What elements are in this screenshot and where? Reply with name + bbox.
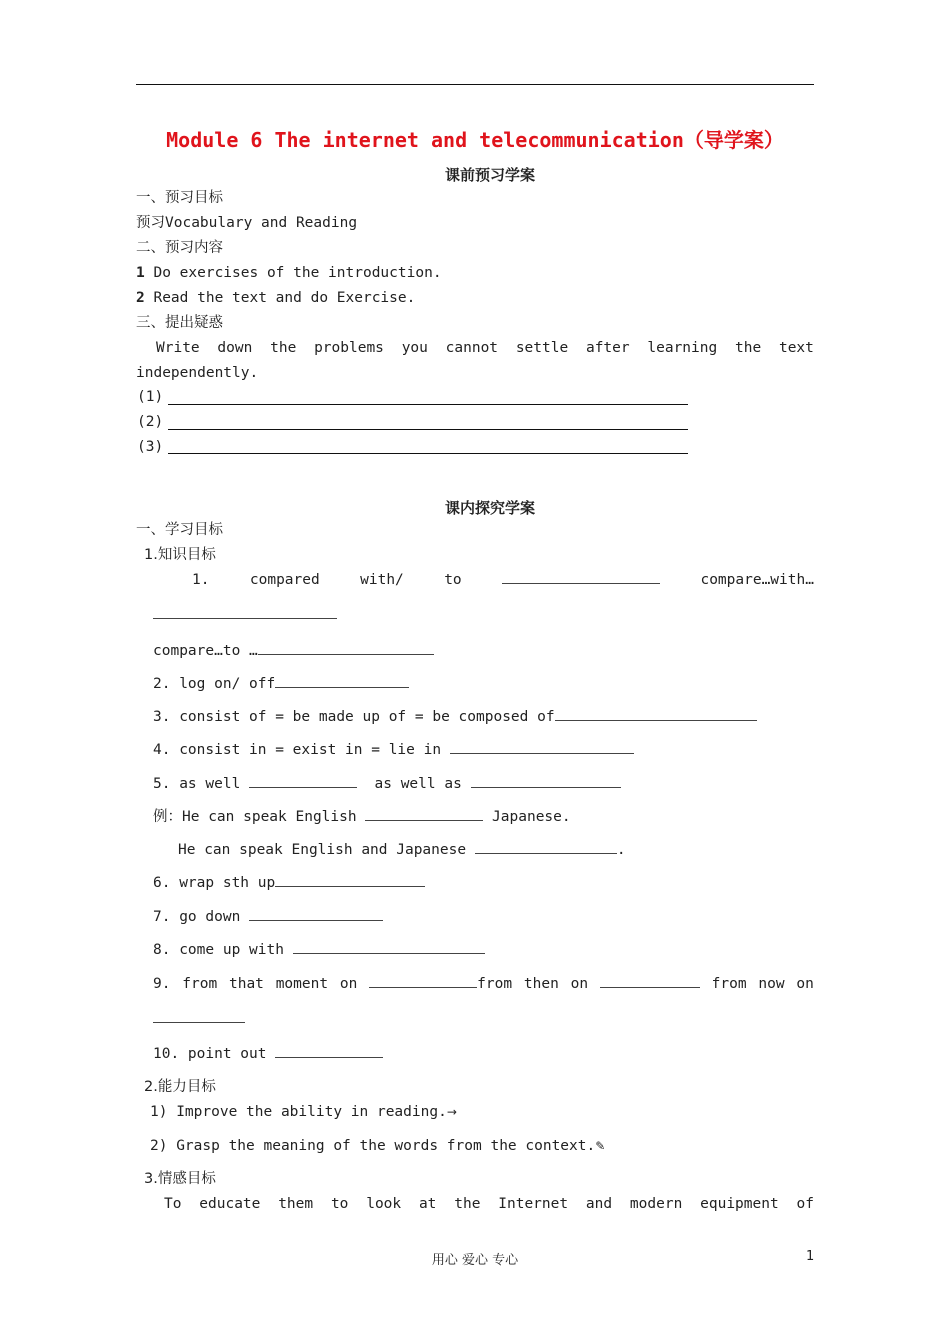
knowledge-item-5: 5. as well as well as: [153, 775, 621, 793]
blank-label-1: (1): [137, 389, 164, 405]
preview-content-heading: 二、预习内容: [136, 240, 223, 256]
page-number: 1: [806, 1249, 815, 1264]
preview-goal-heading: 一、预习目标: [136, 190, 223, 206]
ability-goals-heading: 2.能力目标: [144, 1079, 216, 1095]
knowledge-item-4: 4. consist in = exist in = lie in: [153, 741, 634, 759]
knowledge-item-3: 3. consist of = be made up of = be composed of: [153, 708, 757, 726]
answer-blank-2[interactable]: [168, 429, 688, 430]
knowledge-item-1-cont: [153, 606, 337, 624]
fill-blank[interactable]: [153, 1010, 245, 1023]
fill-blank[interactable]: [600, 975, 700, 988]
fill-blank[interactable]: [258, 642, 434, 655]
answer-blank-1[interactable]: [168, 404, 688, 405]
knowledge-item-10: 10. point out: [153, 1045, 383, 1063]
fill-blank[interactable]: [249, 908, 383, 921]
fill-blank[interactable]: [275, 874, 425, 887]
header-rule: [136, 84, 814, 85]
knowledge-item-7: 7. go down: [153, 908, 383, 926]
example-sentence-2: He can speak English and Japanese .: [178, 842, 626, 858]
blank-label-3: (3): [137, 439, 164, 455]
fill-blank[interactable]: [293, 941, 485, 954]
knowledge-item-9: 9. from that moment on from then on from now on: [153, 976, 814, 992]
section-heading-preview: 课前预习学案: [444, 166, 535, 184]
preview-questions-heading: 三、提出疑惑: [136, 315, 223, 331]
knowledge-item-9-cont: [153, 1010, 245, 1028]
section-heading-explore: 课内探究学案: [444, 499, 535, 517]
page-title: Module 6 The internet and telecommunication（导学案）: [166, 128, 784, 152]
arrow-mark-icon: →: [446, 1105, 457, 1119]
preview-goal-text: 预习Vocabulary and Reading: [136, 215, 358, 231]
fill-blank[interactable]: [555, 708, 757, 721]
fill-blank[interactable]: [502, 571, 660, 584]
fill-blank[interactable]: [471, 775, 621, 788]
questions-instruction-end: independently.: [136, 365, 259, 381]
blank-label-2: (2): [137, 414, 164, 430]
knowledge-item-2: 2. log on/ off: [153, 675, 409, 693]
emotion-goals-heading: 3.情感目标: [144, 1171, 216, 1187]
emotion-goal-line: To educate them to look at the Internet and modern equipment of: [164, 1196, 814, 1212]
fill-blank[interactable]: [369, 975, 477, 988]
knowledge-goals-heading: 1.知识目标: [144, 547, 216, 563]
knowledge-item-1: 1. compared with/ to compare…with…: [192, 572, 814, 588]
fill-blank[interactable]: [475, 841, 617, 854]
fill-blank[interactable]: [365, 808, 483, 821]
ability-goal-1: 1) Improve the ability in reading.→: [150, 1104, 457, 1120]
knowledge-item-8: 8. come up with: [153, 941, 485, 959]
answer-blank-3[interactable]: [168, 453, 688, 454]
pencil-mark-icon: ✎: [595, 1139, 606, 1153]
page-footer: 用心 爱心 专心: [431, 1253, 519, 1268]
fill-blank[interactable]: [249, 775, 357, 788]
fill-blank[interactable]: [275, 675, 409, 688]
fill-blank[interactable]: [450, 741, 634, 754]
questions-instruction-line: Write down the problems you cannot settle after learning the text: [156, 340, 814, 356]
ability-goal-2: 2) Grasp the meaning of the words from the context.✎: [150, 1138, 606, 1154]
example-sentence-1: 例：He can speak English Japanese.: [153, 809, 571, 825]
knowledge-item-1b: compare…to …: [153, 642, 434, 660]
preview-item-2: 2 Read the text and do Exercise.: [136, 290, 416, 306]
learning-goals-heading: 一、学习目标: [136, 522, 223, 538]
fill-blank[interactable]: [153, 606, 337, 619]
fill-blank[interactable]: [275, 1045, 383, 1058]
knowledge-item-6: 6. wrap sth up: [153, 874, 425, 892]
preview-item-1: 1 Do exercises of the introduction.: [136, 265, 442, 281]
